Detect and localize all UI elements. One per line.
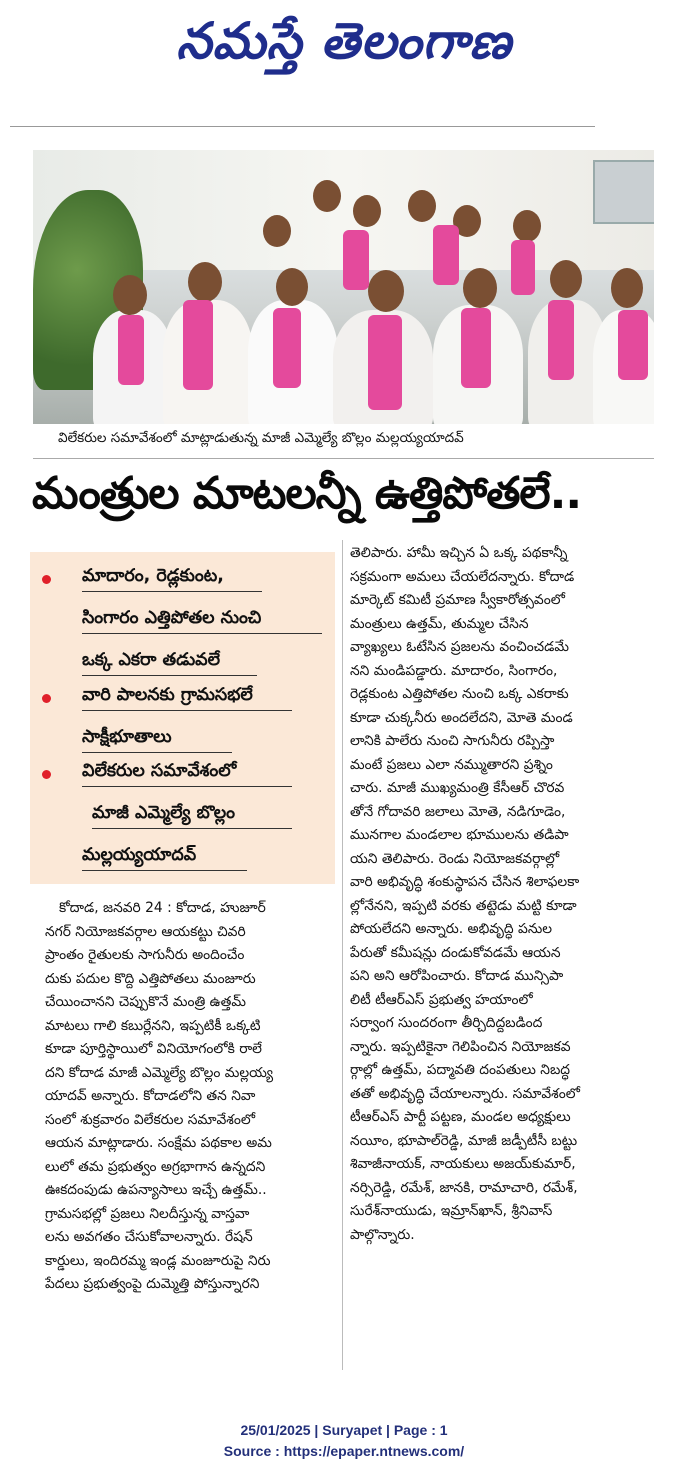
bullet-icon bbox=[42, 575, 51, 584]
text-line: సురేశ్‌నాయుడు, ఇమ్రాన్‌ఖాన్, శ్రీనివాస్ bbox=[350, 1203, 553, 1219]
text-line: మార్కెట్ కమిటీ ప్రమాణ స్వీకారోత్సవంలో bbox=[350, 592, 565, 608]
text-line: దుకు పదుల కొద్ది ఎత్తిపోతలు మంజూరు bbox=[45, 970, 256, 987]
text-line: తతో అభివృద్ధి చేయాలన్నారు. సమావేశంలో bbox=[350, 1085, 580, 1102]
text-line: ర్గాల్లో ఉత్తమ్, పద్మావతి దంపతులు నిబద్ధ bbox=[350, 1062, 571, 1078]
footer-source: Source : https://epaper.ntnews.com/ bbox=[223, 1443, 465, 1459]
text-line: టీఆర్ఎస్ పార్టీ పట్టణ, మండల అధ్యక్షులు bbox=[350, 1109, 571, 1125]
text-line: నర్సిరెడ్డి, రమేశ్, జానకి, రామాచారి, రమేశ్, bbox=[350, 1179, 578, 1196]
text-line: తోనే గోదావరి జలాలు మోతె, నడిగూడెం, bbox=[350, 803, 566, 820]
bullet-icon bbox=[42, 770, 51, 779]
text-line: న్నారు. ఇప్పటికైనా గెలిపించిన నియోజకవ bbox=[350, 1038, 571, 1055]
text-line: తెలిపారు. హామీ ఇచ్చిన ఏ ఒక్క పథకాన్నీ bbox=[350, 545, 568, 561]
text-line: వారి అభివృద్ధి శంకుస్థాపన చేసిన శిలాఫలకా bbox=[350, 874, 580, 890]
text-line: లులో తమ ప్రభుత్వం అగ్రభాగాన ఉన్నదని bbox=[45, 1158, 266, 1175]
news-photo bbox=[33, 150, 654, 424]
text-line: పాల్గొన్నారు. bbox=[350, 1226, 415, 1243]
highlight-line: సింగారం ఎత్తిపోతల నుంచి bbox=[82, 608, 262, 628]
bullet-icon bbox=[42, 694, 51, 703]
text-line: లానికి పాలేరు నుంచి సాగునీరు రప్పిస్తా bbox=[350, 733, 555, 749]
text-line: నని మండిపడ్డారు. మాదారం, సింగారం, bbox=[350, 662, 558, 679]
text-line: కూడా పూర్తిస్థాయిలో వినియోగంలోకి రాలే bbox=[45, 1041, 262, 1057]
text-line: పేదలు ప్రభుత్వంపై దుమ్మెత్తి పోస్తున్నారని bbox=[45, 1276, 260, 1292]
text-line: శివాజీనాయక్, నాయకులు అజయ్‌కుమార్, bbox=[350, 1156, 576, 1172]
text-line: కోదాడ, జనవరి 24 : కోదాడ, హుజూర్ bbox=[59, 900, 266, 916]
text-line: ప్రాంతం రైతులకు సాగునీరు అందించేం bbox=[45, 947, 245, 963]
text-line: ల్లోనేనని, ఇప్పటి వరకు తట్టెడు మట్టి కూడా bbox=[350, 897, 577, 914]
masthead-rule bbox=[10, 126, 595, 127]
article-column-left bbox=[45, 897, 335, 1297]
text-line: దని కోదాడ మాజీ ఎమ్మెల్యే బొల్లం మల్లయ్య bbox=[45, 1064, 274, 1081]
highlight-line: సాక్షీభూతాలు bbox=[82, 727, 172, 747]
article-column-right bbox=[350, 542, 662, 1247]
text-line: యని తెలిపారు. రెండు నియోజకవర్గాల్లో bbox=[350, 850, 560, 867]
text-line: పని అని ఆరోపించారు. కోదాడ మున్సిపా bbox=[350, 968, 564, 984]
text-line: సక్రమంగా అమలు చేయలేదన్నారు. కోదాడ bbox=[350, 568, 575, 585]
text-line: కార్డులు, ఇందిరమ్మ ఇండ్ల మంజూరుపై నిరు bbox=[45, 1252, 271, 1269]
highlight-line: మల్లయ్యయాదవ్ bbox=[82, 845, 197, 865]
text-line: చేయించానని చెప్పుకొనే మంత్రి ఉత్తమ్ bbox=[45, 994, 246, 1010]
text-line: రెడ్లకుంట ఎత్తిపోతల నుంచి ఒక్క ఎకరాకు bbox=[350, 686, 569, 702]
text-line: సంలో శుక్రవారం విలేకరుల సమావేశంలో bbox=[45, 1111, 256, 1128]
text-line: నయీం, భూపాల్‌రెడ్డి, మాజీ జడ్పీటీసీ బట్టు bbox=[350, 1132, 578, 1149]
caption-rule bbox=[33, 458, 654, 459]
text-line: యాదవ్ అన్నారు. కోదాడలోని తన నివా bbox=[45, 1088, 256, 1104]
text-line: చారు. మాజీ ముఖ్యమంత్రి కేసీఆర్ చొరవ bbox=[350, 780, 565, 796]
text-line: ఊకదంపుడు ఉపన్యాసాలు ఇచ్చే ఉత్తమ్.. bbox=[45, 1182, 267, 1198]
highlight-line: ఒక్క ఎకరా తడువలే bbox=[82, 650, 221, 670]
text-line: నగర్ నియోజకవర్గాల ఆయకట్టు చివరి bbox=[45, 923, 246, 940]
highlight-line: విలేకరుల సమావేశంలో bbox=[82, 761, 237, 781]
footer-dateline: 25/01/2025 | Suryapet | Page : 1 bbox=[240, 1422, 448, 1438]
column-divider bbox=[342, 540, 343, 1370]
text-line: పేరుతో కమీషన్లు దండుకోవడమే ఆయన bbox=[350, 944, 561, 961]
text-line: మునగాల మండలాల భూములను తడిపా bbox=[350, 827, 569, 843]
highlight-line: మాదారం, రెడ్లకుంట, bbox=[82, 566, 224, 586]
text-line: కూడా చుక్కనీరు అందలేదని, మోతె మండ bbox=[350, 709, 573, 726]
text-line: వ్యాఖ్యలు ఓటేసిన ప్రజలను వంచించడమే bbox=[350, 639, 569, 655]
headline: మంత్రుల మాటలన్నీ ఉత్తిపోతలే.. bbox=[32, 468, 582, 519]
highlight-line: మాజీ ఎమ్మెల్యే బొల్లం bbox=[92, 803, 236, 823]
text-line: సర్వాంగ సుందరంగా తీర్చిదిద్దబడింద bbox=[350, 1015, 543, 1031]
text-line: లను అవగతం చేసుకోవాలన్నారు. రేషన్ bbox=[45, 1229, 253, 1245]
photo-caption: విలేకరుల సమావేశంలో మాట్లాడుతున్న మాజీ ఎమ్మెల్యే బొల్లం మల్లయ్యయాదవ్ bbox=[58, 430, 464, 446]
text-line: మంటే ప్రజలు ఎలా నమ్ముతారని ప్రశ్నిం bbox=[350, 756, 553, 773]
text-line: మాటలు గాలి కబుర్లేనని, ఇప్పటికీ ఒక్కటి bbox=[45, 1017, 261, 1034]
text-line: గ్రామసభల్లో ప్రజలు నిలదీస్తున్న వాస్తవా bbox=[45, 1205, 250, 1222]
masthead-logo: నమస్తే తెలంగాణ bbox=[176, 11, 512, 70]
text-line: మంత్రులు ఉత్తమ్, తుమ్మల చేసిన bbox=[350, 615, 529, 632]
text-line: ఆయన మాట్లాడారు. సంక్షేమ పథకాల అమ bbox=[45, 1135, 272, 1151]
highlight-line: వారి పాలనకు గ్రామసభలే bbox=[82, 685, 253, 705]
text-line: పోయలేదని అన్నారు. అభివృద్ధి పనుల bbox=[350, 921, 553, 937]
text-line: లిటీ టీఆర్ఎస్ ప్రభుత్వ హయాంలో bbox=[350, 991, 533, 1008]
highlights-box bbox=[30, 552, 335, 884]
